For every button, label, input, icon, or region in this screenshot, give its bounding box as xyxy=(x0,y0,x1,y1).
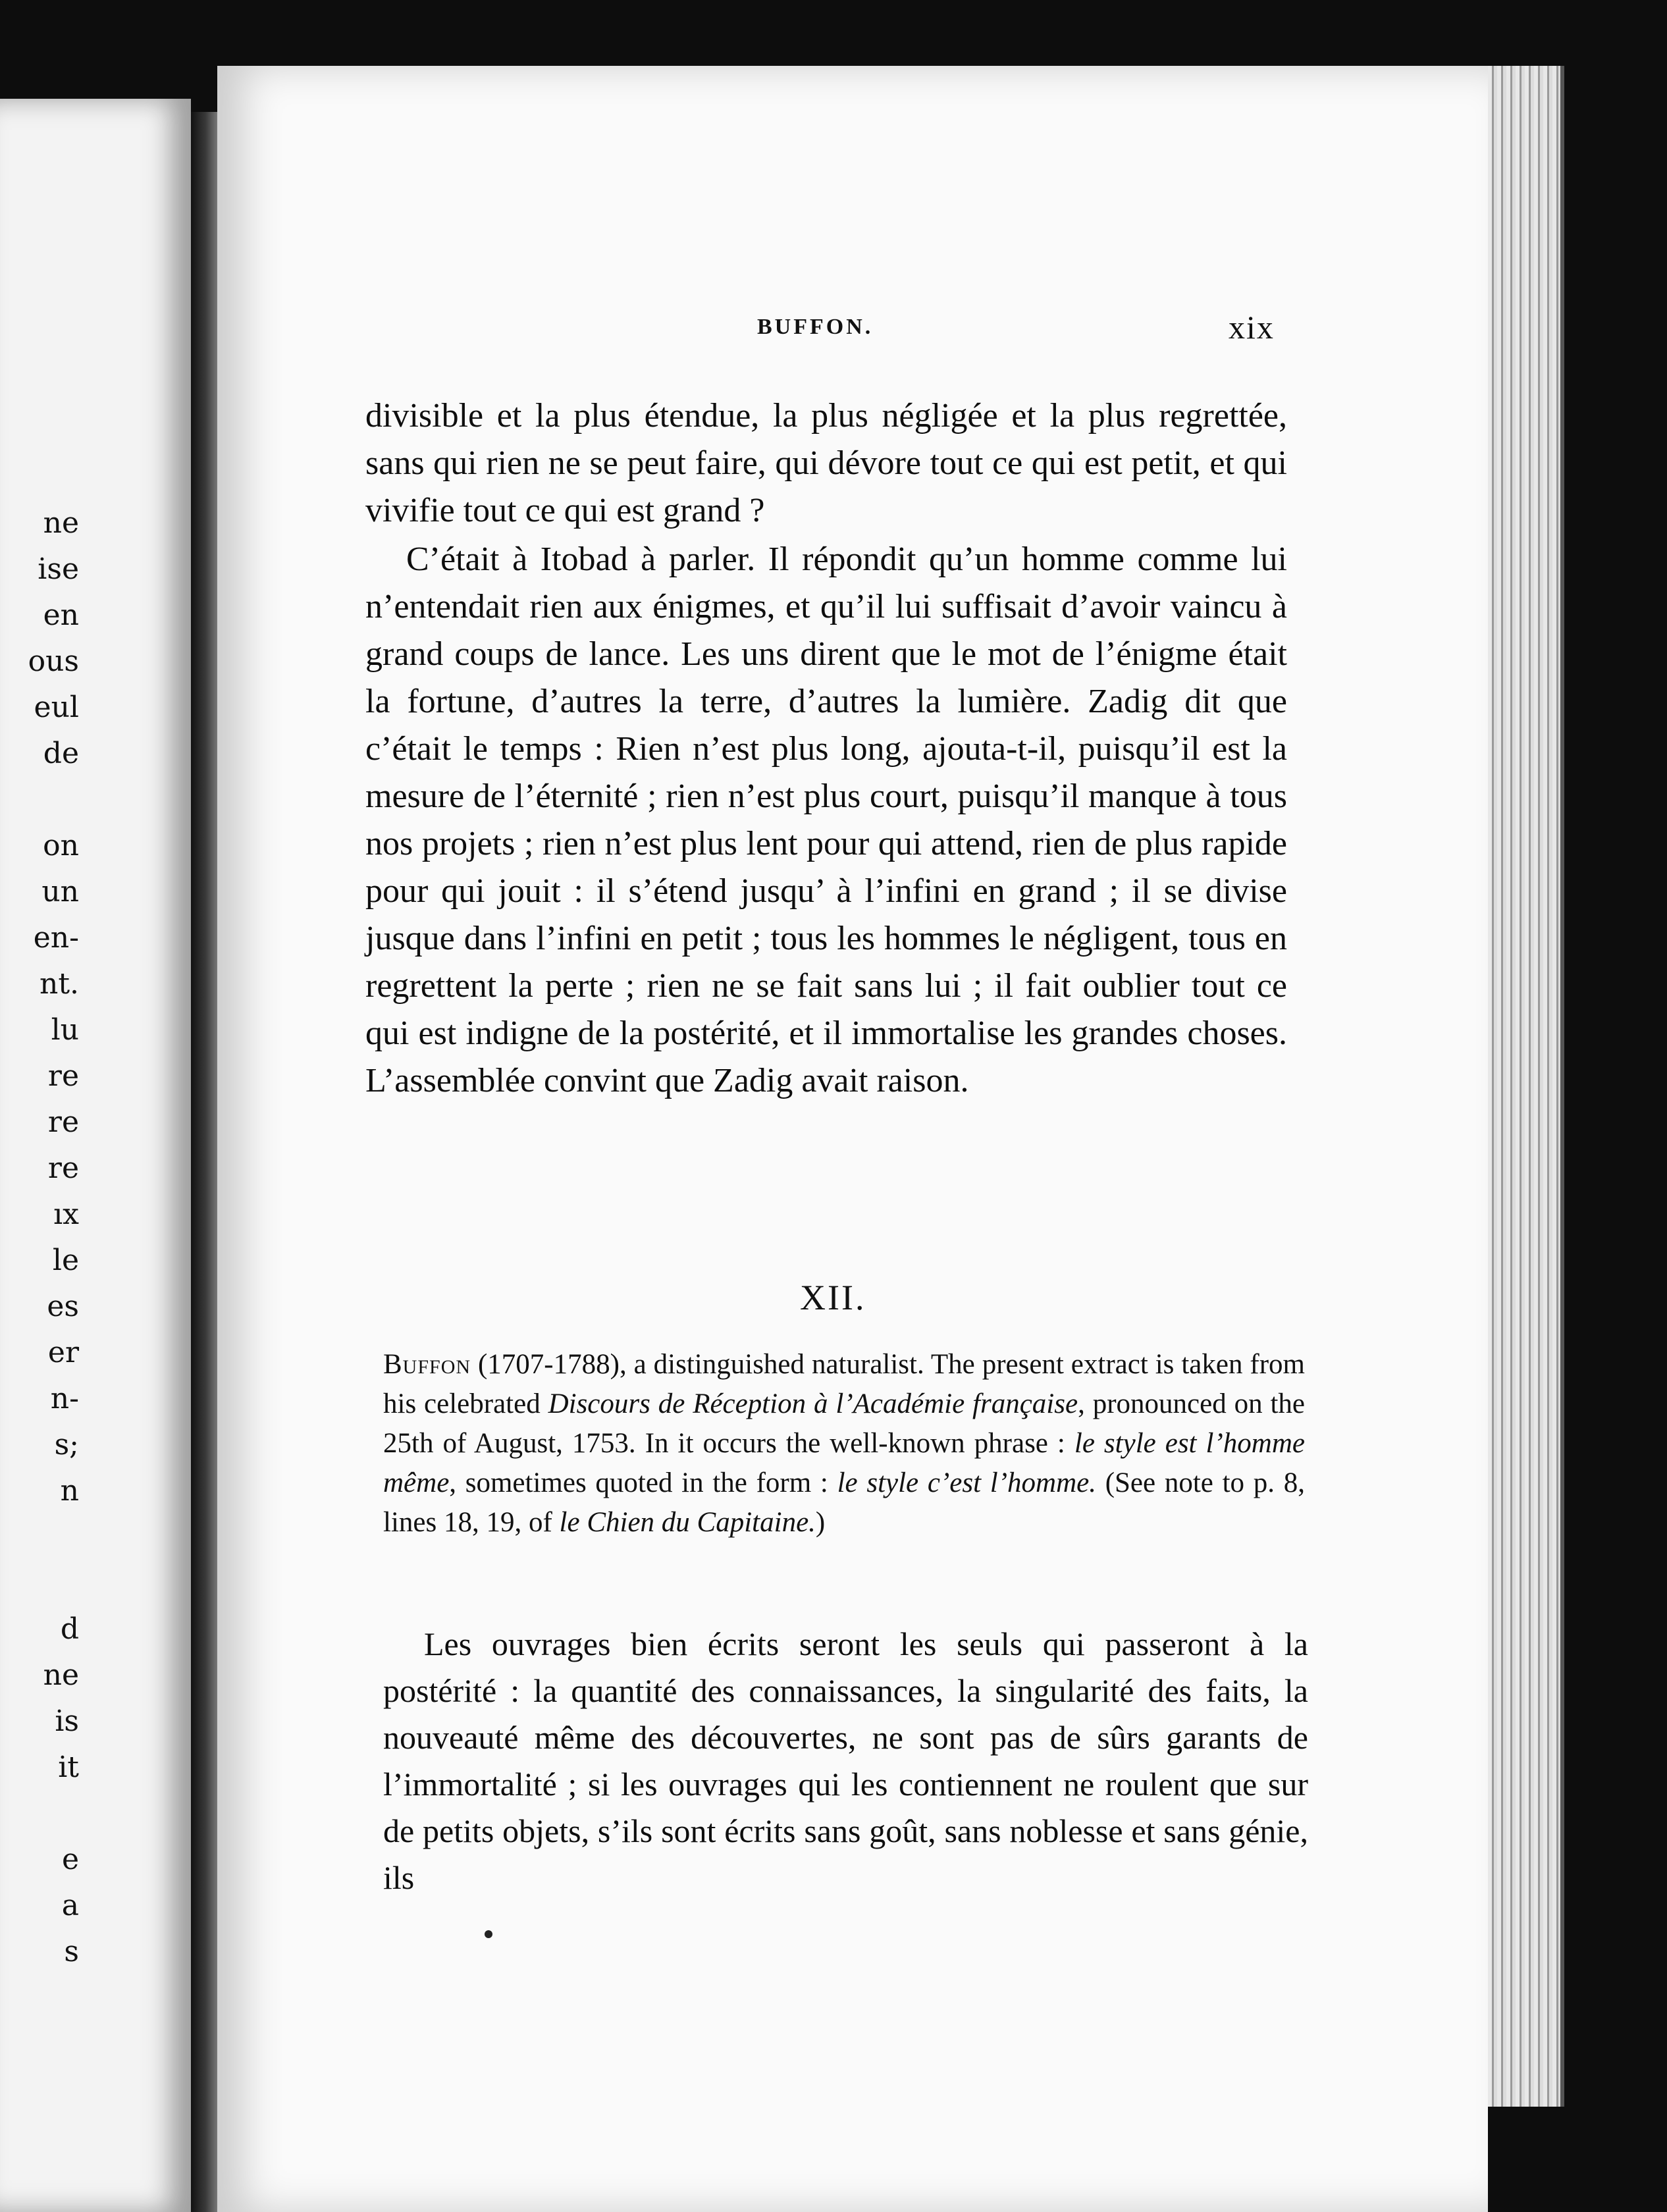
paragraph-continued: divisible et la plus étendue, la plus négligée et la plus regrettée, sans qui rien ne se peut faire, qui dévore tout ce qui est petit, et qui vivifie tout ce qui est grand ? xyxy=(365,397,1287,529)
note-phrase-2: le style c’est l’homme. xyxy=(837,1467,1096,1498)
left-page-fragment: ne xyxy=(43,506,79,540)
note-text-3: , sometimes quoted in the form : xyxy=(449,1467,837,1498)
left-page-fragment: de xyxy=(43,737,79,770)
left-page-fragment xyxy=(0,1560,79,1606)
left-page-fragment: eul xyxy=(34,691,79,724)
left-page-fragment: s xyxy=(64,1935,79,1968)
left-page-fragment: re xyxy=(47,1105,79,1139)
note-text-2: , pronounced on the 25th of August, 1753. In it occurs the well-known phrase : xyxy=(383,1388,1305,1459)
left-page-fragment xyxy=(0,777,79,823)
left-page-fragments xyxy=(0,500,79,1975)
note-title-discours: Discours de Réception à l’Académie française xyxy=(548,1388,1078,1419)
note-phrase-1: le style est l’homme même xyxy=(383,1428,1305,1498)
left-page-fragment: ne xyxy=(43,1658,79,1692)
note-text-4: (See note to p. 8, lines 18, 19, of xyxy=(383,1467,1305,1538)
left-page-fragment: a xyxy=(61,1889,79,1922)
paragraph-buffon-extract: Les ouvrages bien écrits seront les seuls qui passeront à la postérité : la quantité des connaissances, la singularité des faits, la nouveauté même des découvertes, ne sont pas de sûrs garants de l’immortalité ; si les ouvrages qui les contiennent ne roulent que sur de petits objets, s’ils sont écrits sans goût, sans noblesse et sans génie, ils xyxy=(383,1625,1308,1896)
page-edges xyxy=(1488,66,1564,2107)
left-page-fragment: es xyxy=(47,1290,79,1323)
left-page-fragment: le xyxy=(52,1244,79,1277)
left-page xyxy=(0,99,191,2212)
editor-note xyxy=(383,1345,1305,1542)
ink-mark xyxy=(485,1930,492,1938)
left-page-fragment: en- xyxy=(33,921,79,955)
left-page-fragment: re xyxy=(47,1151,79,1185)
left-page-fragment: ıx xyxy=(53,1198,79,1231)
running-head: BUFFON. xyxy=(757,315,874,339)
left-page-fragment: ous xyxy=(28,645,79,678)
left-page-fragment: re xyxy=(47,1059,79,1093)
left-page-fragment: un xyxy=(41,875,79,908)
paragraph-itobad: C’était à Itobad à parler. Il répondit qu’un homme comme lui n’entendait rien aux énigmes, et qu’il lui suffisait d’avoir vaincu à grand coups de lance. Les uns dirent que le mot de l’énigme était la fortune, d’autres la terre, d’autres la lumière. Zadig dit que c’était le temps : Rien n’est plus long, ajouta-t-il, puisqu’il est la mesure de l’éternité ; rien n’est plus court, puisqu’il manque à tous nos projets ; rien n’est plus lent pour qui attend, rien de plus rapide pour qui jouit : il s’étend jusqu’ à l’infini en grand ; il se divise jusque dans l’infini en petit ; tous les hommes le négligent, tous en regrettent la perte ; rien ne se fait sans lui ; il fait oublier tout ce qui est indigne de la postérité, et il immortalise les grandes choses. L’assemblée convint que Zadig avait raison. xyxy=(365,540,1287,1099)
left-page-fragment: n xyxy=(60,1474,79,1508)
left-page-fragment: it xyxy=(58,1751,79,1784)
note-reference-title: le Chien du Capitaine. xyxy=(559,1507,816,1538)
left-page-fragment: en xyxy=(43,598,79,632)
page-number: xix xyxy=(1229,309,1275,346)
section-number: XII. xyxy=(800,1278,866,1317)
left-page-fragment: nt. xyxy=(39,967,79,1001)
left-page-fragment: lu xyxy=(51,1013,79,1047)
left-page-fragment: n- xyxy=(50,1382,79,1415)
left-page-fragment: ise xyxy=(38,552,79,586)
left-page-fragment: e xyxy=(61,1843,79,1876)
note-author-name: Buffon xyxy=(383,1349,471,1380)
left-page-fragment: on xyxy=(43,829,79,862)
note-text-5: ) xyxy=(815,1507,826,1538)
left-page-fragment: er xyxy=(47,1336,79,1369)
left-page-fragment: d xyxy=(60,1612,79,1646)
left-page-fragment xyxy=(0,1514,79,1560)
left-page-fragment xyxy=(0,1791,79,1837)
note-text-1: (1707-1788), a distinguished naturalist. The present extract is taken from his celebrated xyxy=(383,1349,1305,1419)
left-page-fragment: s; xyxy=(54,1428,79,1462)
left-page-fragment: is xyxy=(55,1704,79,1738)
